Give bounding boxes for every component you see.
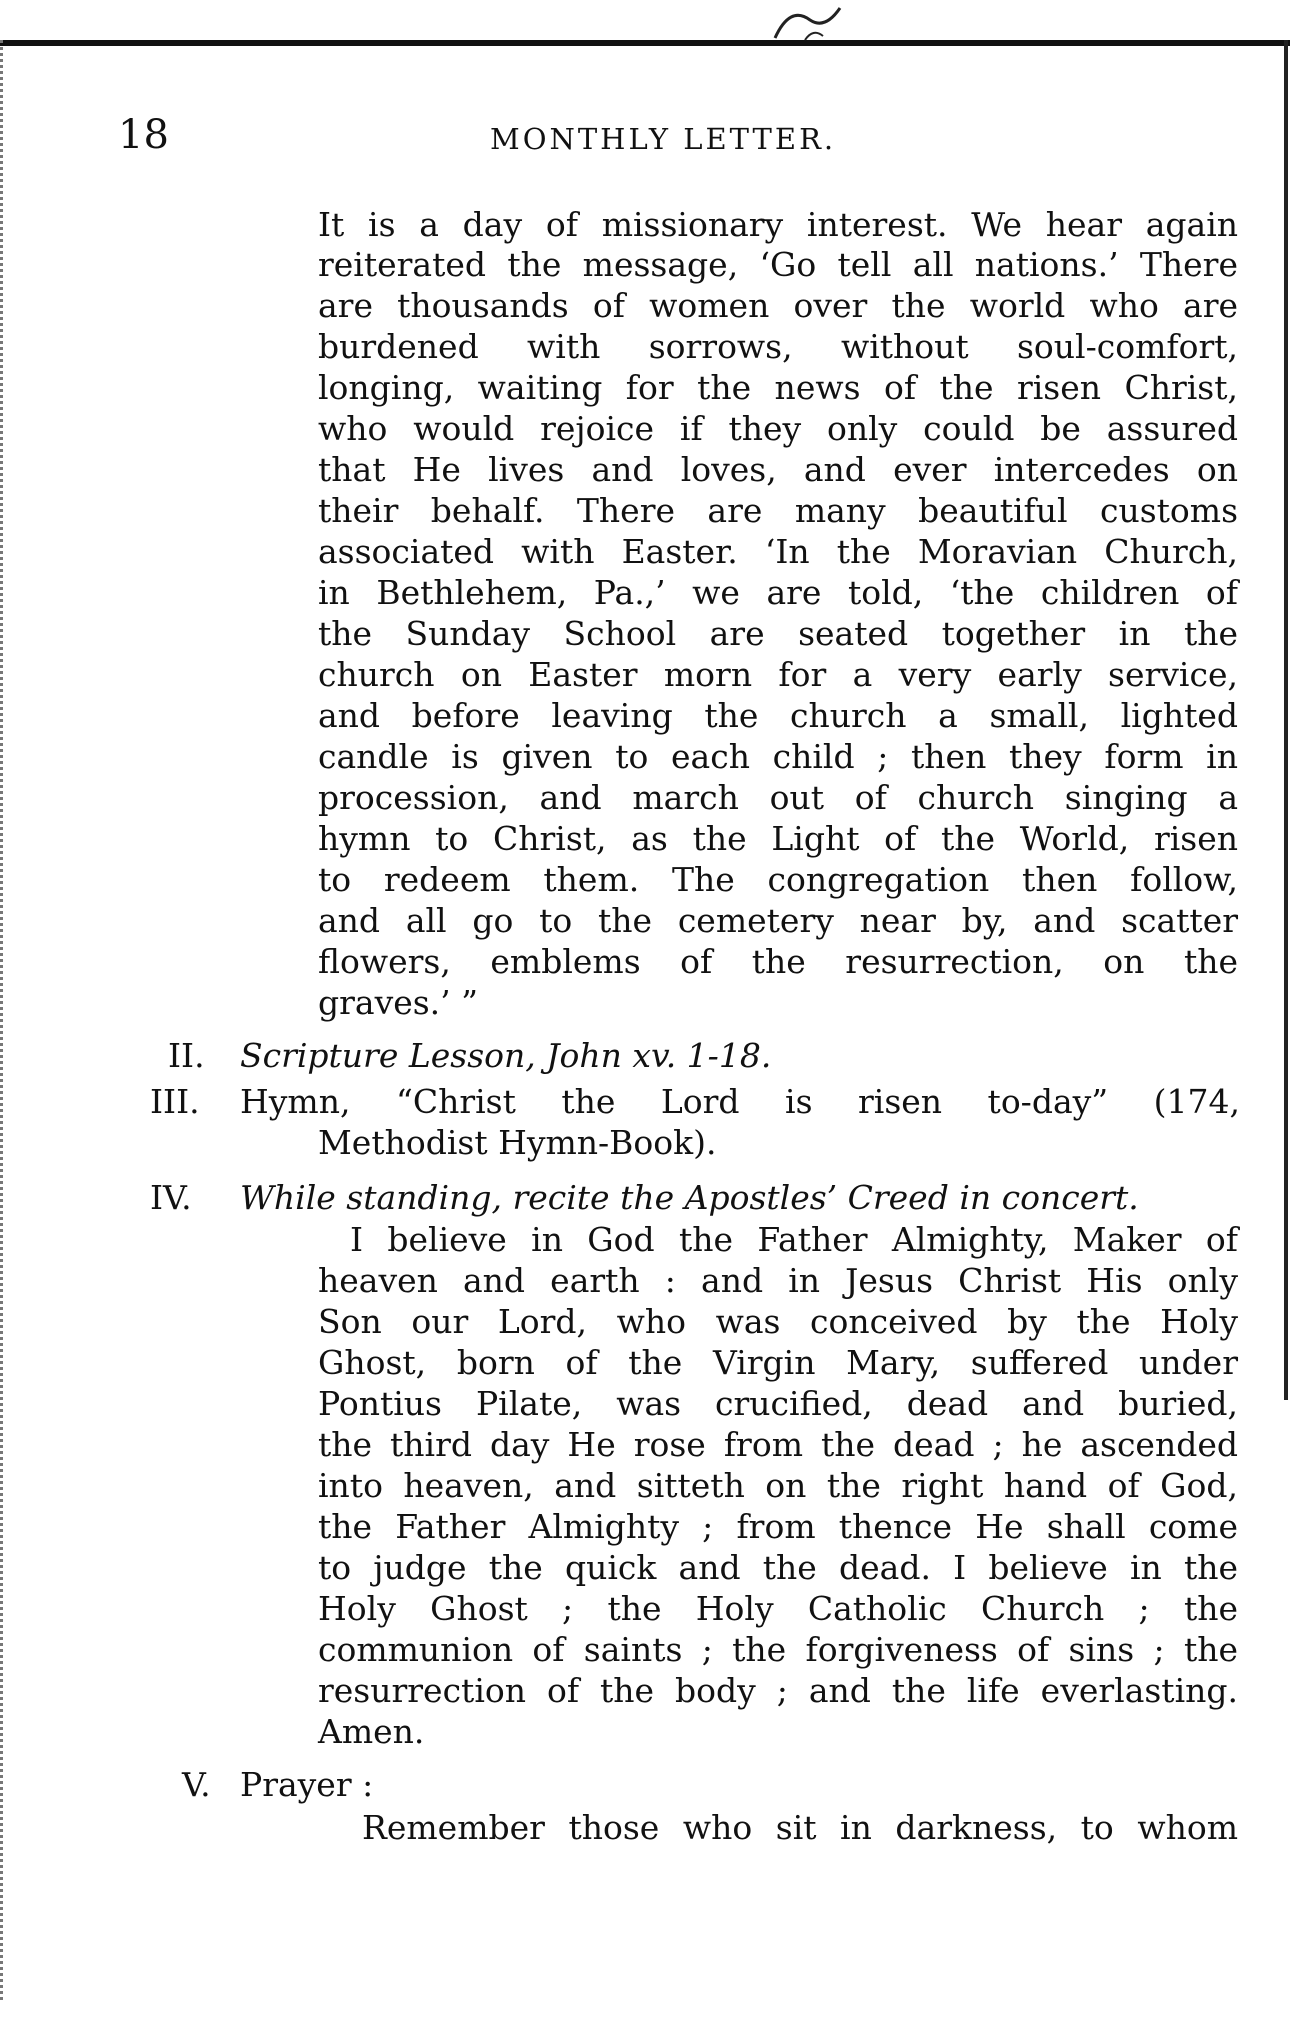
paragraph-line: flowers, emblems of the resurrection, on the [318,942,1238,981]
item-numeral: IV. [150,1178,192,1217]
paragraph-line: who would rejoice if they only could be assured [318,409,1238,448]
paragraph-line: reiterated the message, ‘Go tell all nations.’ There [318,245,1238,284]
paragraph-line: hymn to Christ, as the Light of the World, risen [318,819,1238,858]
paragraph-line: candle is given to each child ; then they form in [318,737,1238,776]
creed-line: heaven and earth : and in Jesus Christ His only [318,1261,1238,1300]
paragraph-line: to redeem them. The congregation then follow, [318,860,1238,899]
top-flourish-ornament [765,0,855,44]
hymn-line: Methodist Hymn-Book). [318,1123,717,1162]
creed-line: the Father Almighty ; from thence He shall come [318,1507,1238,1546]
paragraph-line: and all go to the cemetery near by, and scatter [318,901,1238,940]
paragraph-line: associated with Easter. ‘In the Moravian Church, [318,532,1238,571]
creed-line: Amen. [318,1712,425,1751]
creed-line: to judge the quick and the dead. I believe in the [318,1548,1238,1587]
paragraph-line: are thousands of women over the world who are [318,286,1238,325]
top-border-rule [0,40,1290,46]
scripture-lesson-text: Scripture Lesson, John xv. 1-18. [240,1036,772,1075]
creed-line: communion of saints ; the forgiveness of sins ; the [318,1630,1238,1669]
creed-line: the third day He rose from the dead ; he ascended [318,1425,1238,1464]
creed-line: I believe in God the Father Almighty, Maker of [350,1220,1238,1259]
right-border-rule [1284,40,1288,1400]
hymn-line: Hymn, “Christ the Lord is risen to-day” (174, [240,1082,1240,1121]
paragraph-line: that He lives and loves, and ever intercedes on [318,450,1238,489]
left-margin-specks [0,40,43,2000]
creed-line: Ghost, born of the Virgin Mary, suffered under [318,1343,1238,1382]
creed-line: into heaven, and sitteth on the right hand of God, [318,1466,1238,1505]
creed-instruction-heading: While standing, recite the Apostles’ Creed in concert. [240,1178,1139,1217]
paragraph-line: church on Easter morn for a very early service, [318,655,1238,694]
item-numeral: III. [150,1082,200,1121]
running-head: MONTHLY LETTER. [490,122,837,156]
creed-line: Holy Ghost ; the Holy Catholic Church ; the [318,1589,1238,1628]
paragraph-line: in Bethlehem, Pa.,’ we are told, ‘the children of [318,573,1238,612]
paragraph-line: and before leaving the church a small, lighted [318,696,1238,735]
paragraph-line: It is a day of missionary interest. We hear again [318,205,1238,244]
page-number: 18 [118,112,169,158]
prayer-line: Remember those who sit in darkness, to whom [362,1808,1238,1847]
paragraph-line: the Sunday School are seated together in the [318,614,1238,653]
creed-line: Pontius Pilate, was crucified, dead and buried, [318,1384,1238,1423]
paragraph-line: longing, waiting for the news of the risen Christ, [318,368,1238,407]
creed-line: Son our Lord, who was conceived by the Holy [318,1302,1238,1341]
item-numeral: V. [182,1765,211,1804]
paragraph-line: their behalf. There are many beautiful customs [318,491,1238,530]
prayer-heading: Prayer : [240,1765,374,1804]
paragraph-line: graves.’ ” [318,983,479,1022]
paragraph-line: procession, and march out of church singing a [318,778,1238,817]
creed-line: resurrection of the body ; and the life everlasting. [318,1671,1238,1710]
item-numeral: II. [168,1036,205,1075]
paragraph-line: burdened with sorrows, without soul-comfort, [318,327,1238,366]
